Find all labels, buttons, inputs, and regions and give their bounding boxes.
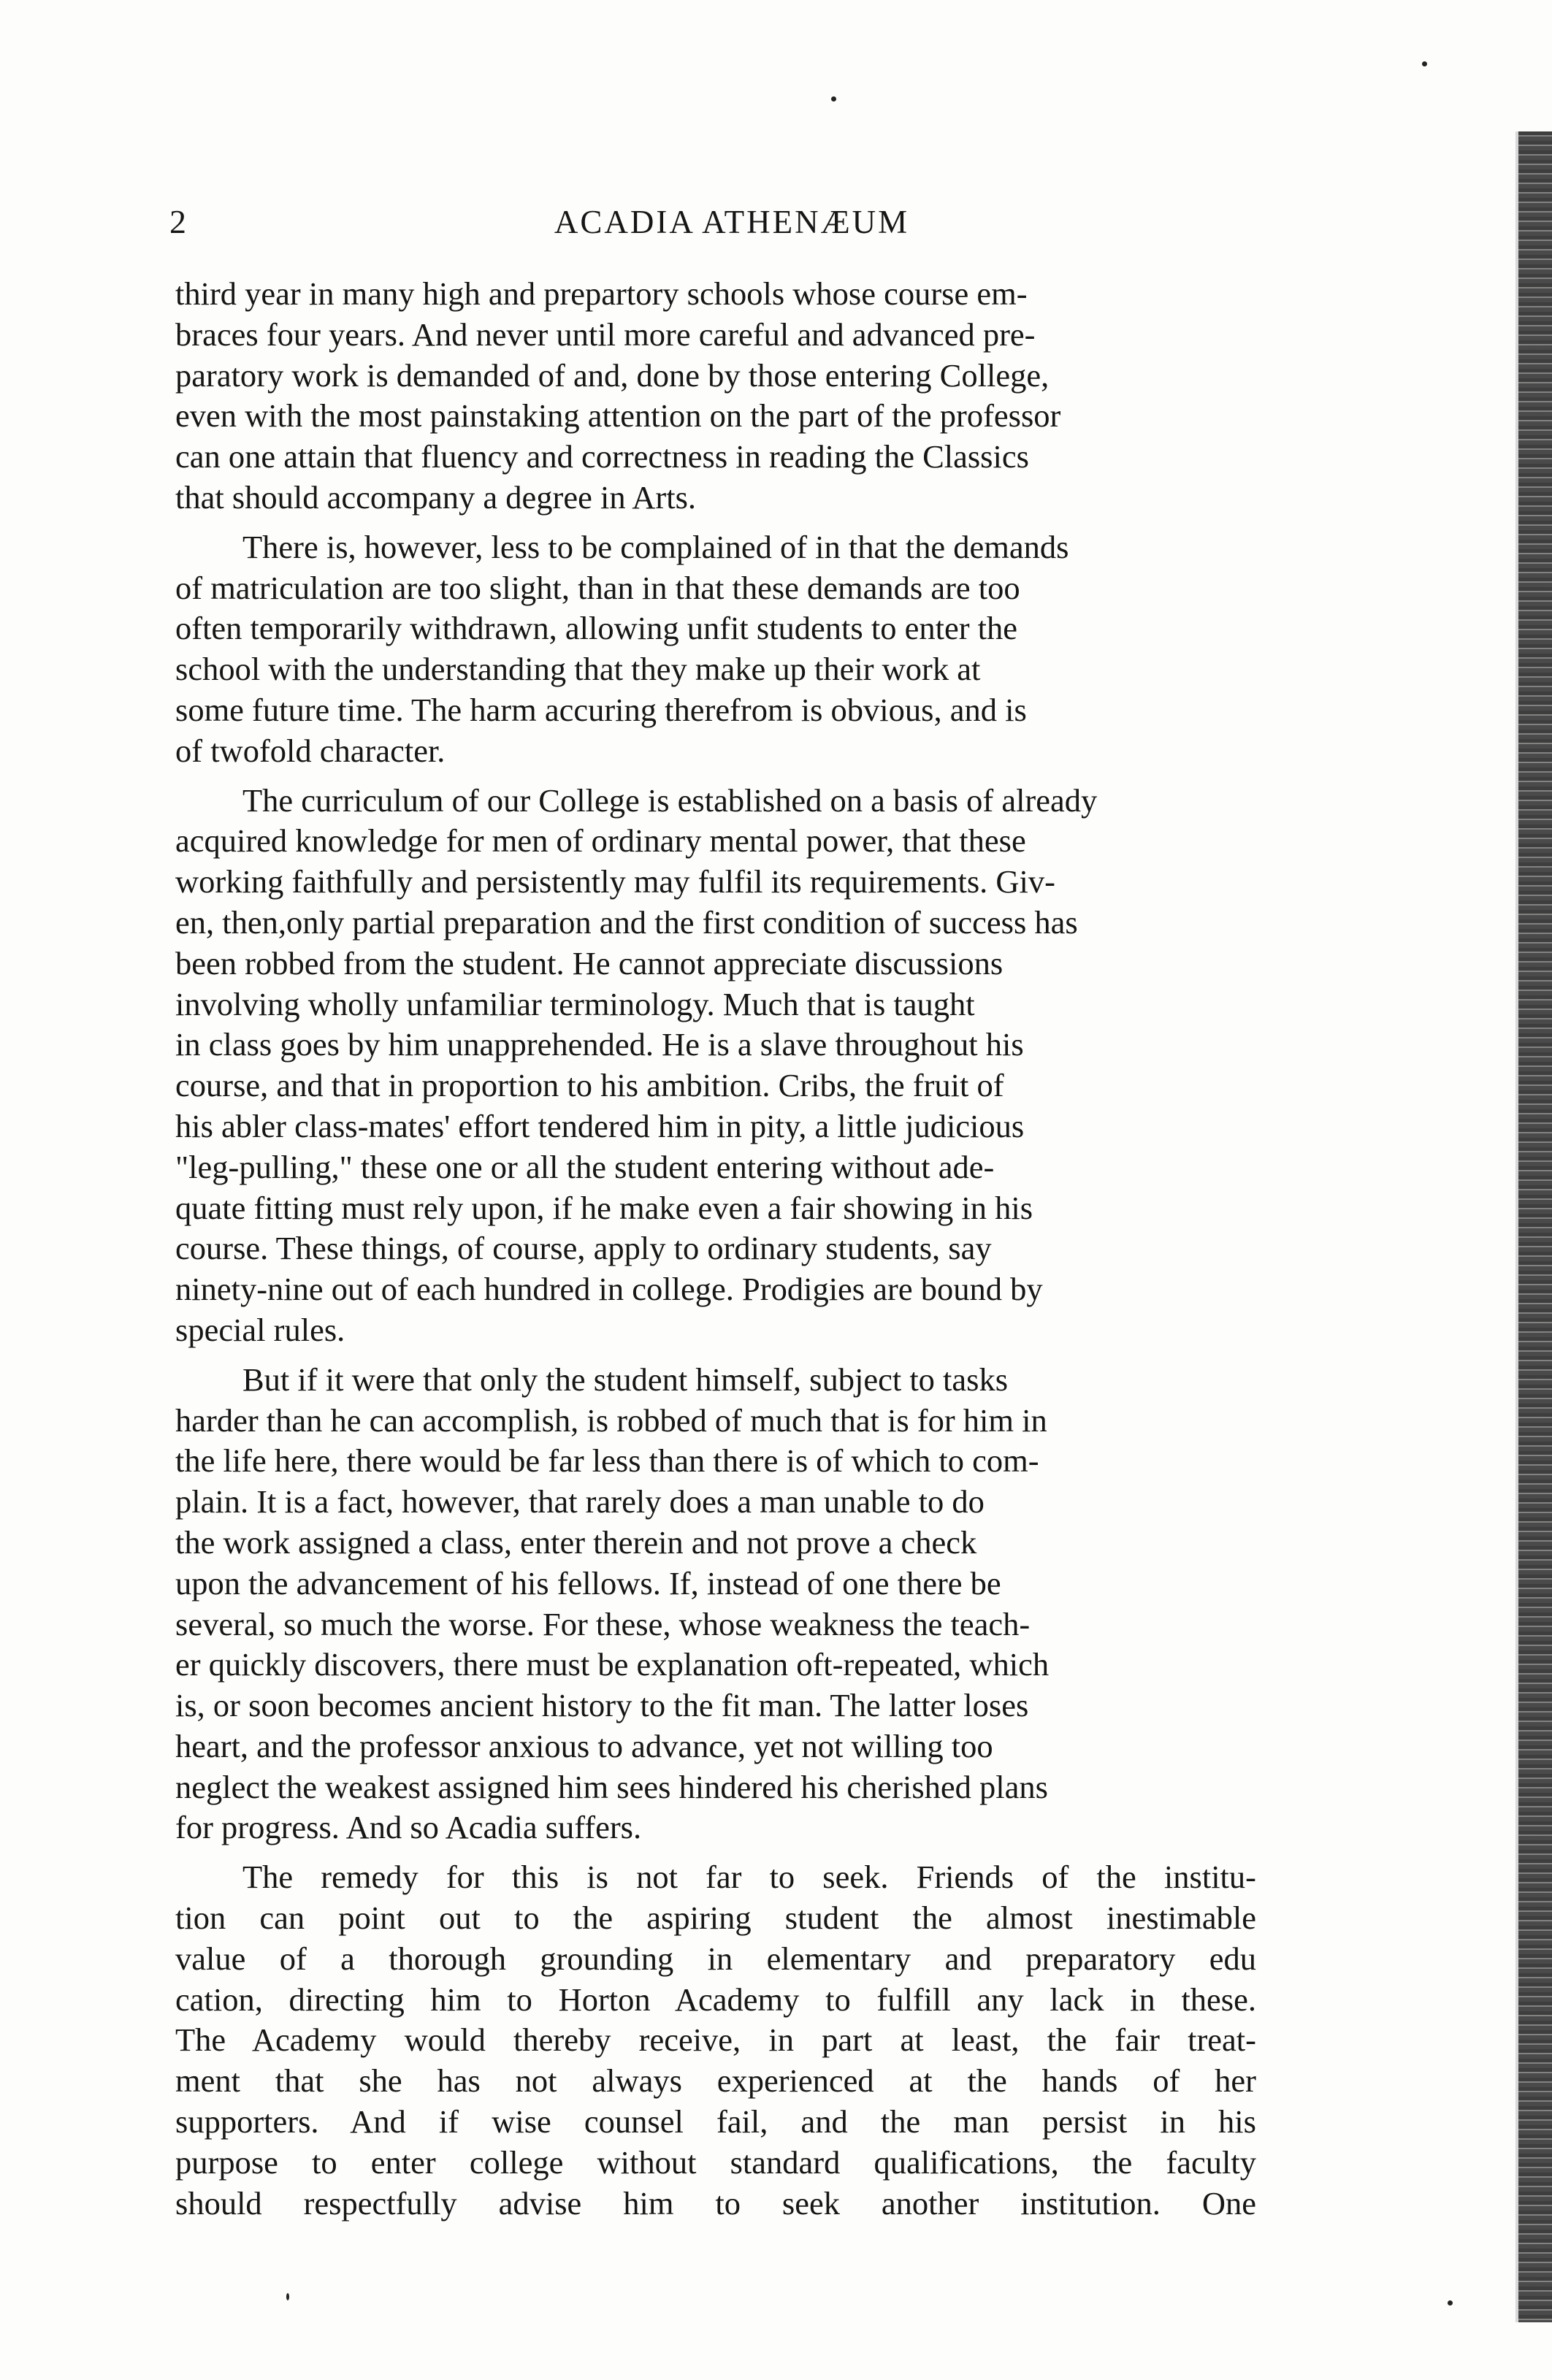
text-line: can one attain that fluency and correctness in reading the Classics <box>175 438 1029 475</box>
article-body <box>175 274 1256 2232</box>
text-line: third year in many high and prepartory schools whose course em- <box>175 275 1028 312</box>
text-line: is, or soon becomes ancient history to the fit man. The latter loses <box>175 1687 1029 1724</box>
text-line: involving wholly unfamiliar terminology. Much that is taught <box>175 985 975 1022</box>
paragraph-5 <box>175 1857 1256 2224</box>
text-line: plain. It is a fact, however, that rarely does a man unable to do <box>175 1483 985 1520</box>
text-line: often temporarily withdrawn, allowing unfit students to enter the <box>175 610 1018 647</box>
text-line: acquired knowledge for men of ordinary mental power, that these <box>175 822 1026 860</box>
text-line: ment that she has not always experienced at the hands of her <box>175 2062 1256 2100</box>
text-line: course, and that in proportion to his ambition. Cribs, the fruit of <box>175 1067 1004 1104</box>
scan-speck <box>286 2293 289 2300</box>
text-line: that should accompany a degree in Arts. <box>175 478 697 516</box>
scan-speck <box>1448 2300 1453 2306</box>
text-line: But if it were that only the student himself, subject to tasks <box>242 1361 1009 1398</box>
text-line: heart, and the professor anxious to advance, yet not willing too <box>175 1727 993 1764</box>
scan-speck <box>831 96 836 102</box>
text-line: school with the understanding that they make up their work at <box>175 651 981 688</box>
text-line: "leg-pulling," these one or all the student entering without ade- <box>175 1148 995 1185</box>
page-number: 2 <box>169 203 186 240</box>
running-title: ACADIA ATHENÆUM <box>554 204 910 240</box>
text-line: course. These things, of course, apply to ordinary students, say <box>175 1230 992 1267</box>
scanned-page-edge <box>1518 131 1552 2322</box>
text-line: paratory work is demanded of and, done by those entering College, <box>175 356 1050 394</box>
text-line: purpose to enter college without standard qualifications, the faculty <box>175 2143 1256 2181</box>
text-line: the life here, there would be far less than there is of which to com- <box>175 1442 1039 1480</box>
text-line: in class goes by him unapprehended. He is a slave throughout his <box>175 1026 1024 1063</box>
text-line: upon the advancement of his fellows. If, instead of one there be <box>175 1564 1001 1602</box>
text-line: of matriculation are too slight, than in that these demands are too <box>175 569 1020 606</box>
text-line: value of a thorough grounding in elementary and preparatory edu <box>175 1940 1256 1977</box>
text-line: the work assigned a class, enter therein and not prove a check <box>175 1523 977 1561</box>
text-line: for progress. And so Acadia suffers. <box>175 1809 642 1846</box>
text-line: several, so much the worse. For these, whose weakness the teach- <box>175 1605 1031 1642</box>
text-line: been robbed from the student. He cannot appreciate discussions <box>175 944 1004 982</box>
text-line: en, then,only partial preparation and the first condition of success has <box>175 903 1078 941</box>
page-header <box>169 199 1294 245</box>
text-line: quate fitting must rely upon, if he make even a fair showing in his <box>175 1189 1033 1226</box>
text-line: supporters. And if wise counsel fail, and the man persist in his <box>175 2103 1256 2140</box>
text-line: There is, however, less to be complained of in that the demands <box>242 528 1069 565</box>
text-line: special rules. <box>175 1311 345 1348</box>
text-line: ninety-nine out of each hundred in college. Prodigies are bound by <box>175 1271 1043 1308</box>
paragraph-1 <box>175 274 1256 519</box>
text-line: braces four years. And never until more careful and advanced pre- <box>175 315 1036 353</box>
paragraph-3 <box>175 781 1256 1351</box>
text-line: some future time. The harm accuring therefrom is obvious, and is <box>175 691 1027 728</box>
text-line: harder than he can accomplish, is robbed of much that is for him in <box>175 1401 1047 1439</box>
text-line: The curriculum of our College is established on a basis of already <box>242 781 1098 819</box>
text-line: neglect the weakest assigned him sees hindered his cherished plans <box>175 1768 1048 1805</box>
text-line: er quickly discovers, there must be explanation oft-repeated, which <box>175 1646 1050 1683</box>
text-line: his abler class-mates' effort tendered him in pity, a little judicious <box>175 1107 1025 1144</box>
text-line: working faithfully and persistently may fulfil its requirements. Giv- <box>175 863 1055 900</box>
scan-speck <box>1422 61 1427 66</box>
text-line: should respectfully advise him to seek another institution. One <box>175 2184 1256 2222</box>
text-line: tion can point out to the aspiring student the almost inestimable <box>175 1899 1256 1937</box>
text-line: cation, directing him to Horton Academy to fulfill any lack in these. <box>175 1981 1256 2018</box>
paragraph-2 <box>175 527 1256 772</box>
text-line: The Academy would thereby receive, in part at least, the fair treat- <box>175 2021 1256 2059</box>
text-line: of twofold character. <box>175 732 446 769</box>
paragraph-4 <box>175 1360 1256 1849</box>
text-line: The remedy for this is not far to seek. Friends of the institu- <box>242 1859 1256 1896</box>
text-line: even with the most painstaking attention on the part of the professor <box>175 397 1061 435</box>
